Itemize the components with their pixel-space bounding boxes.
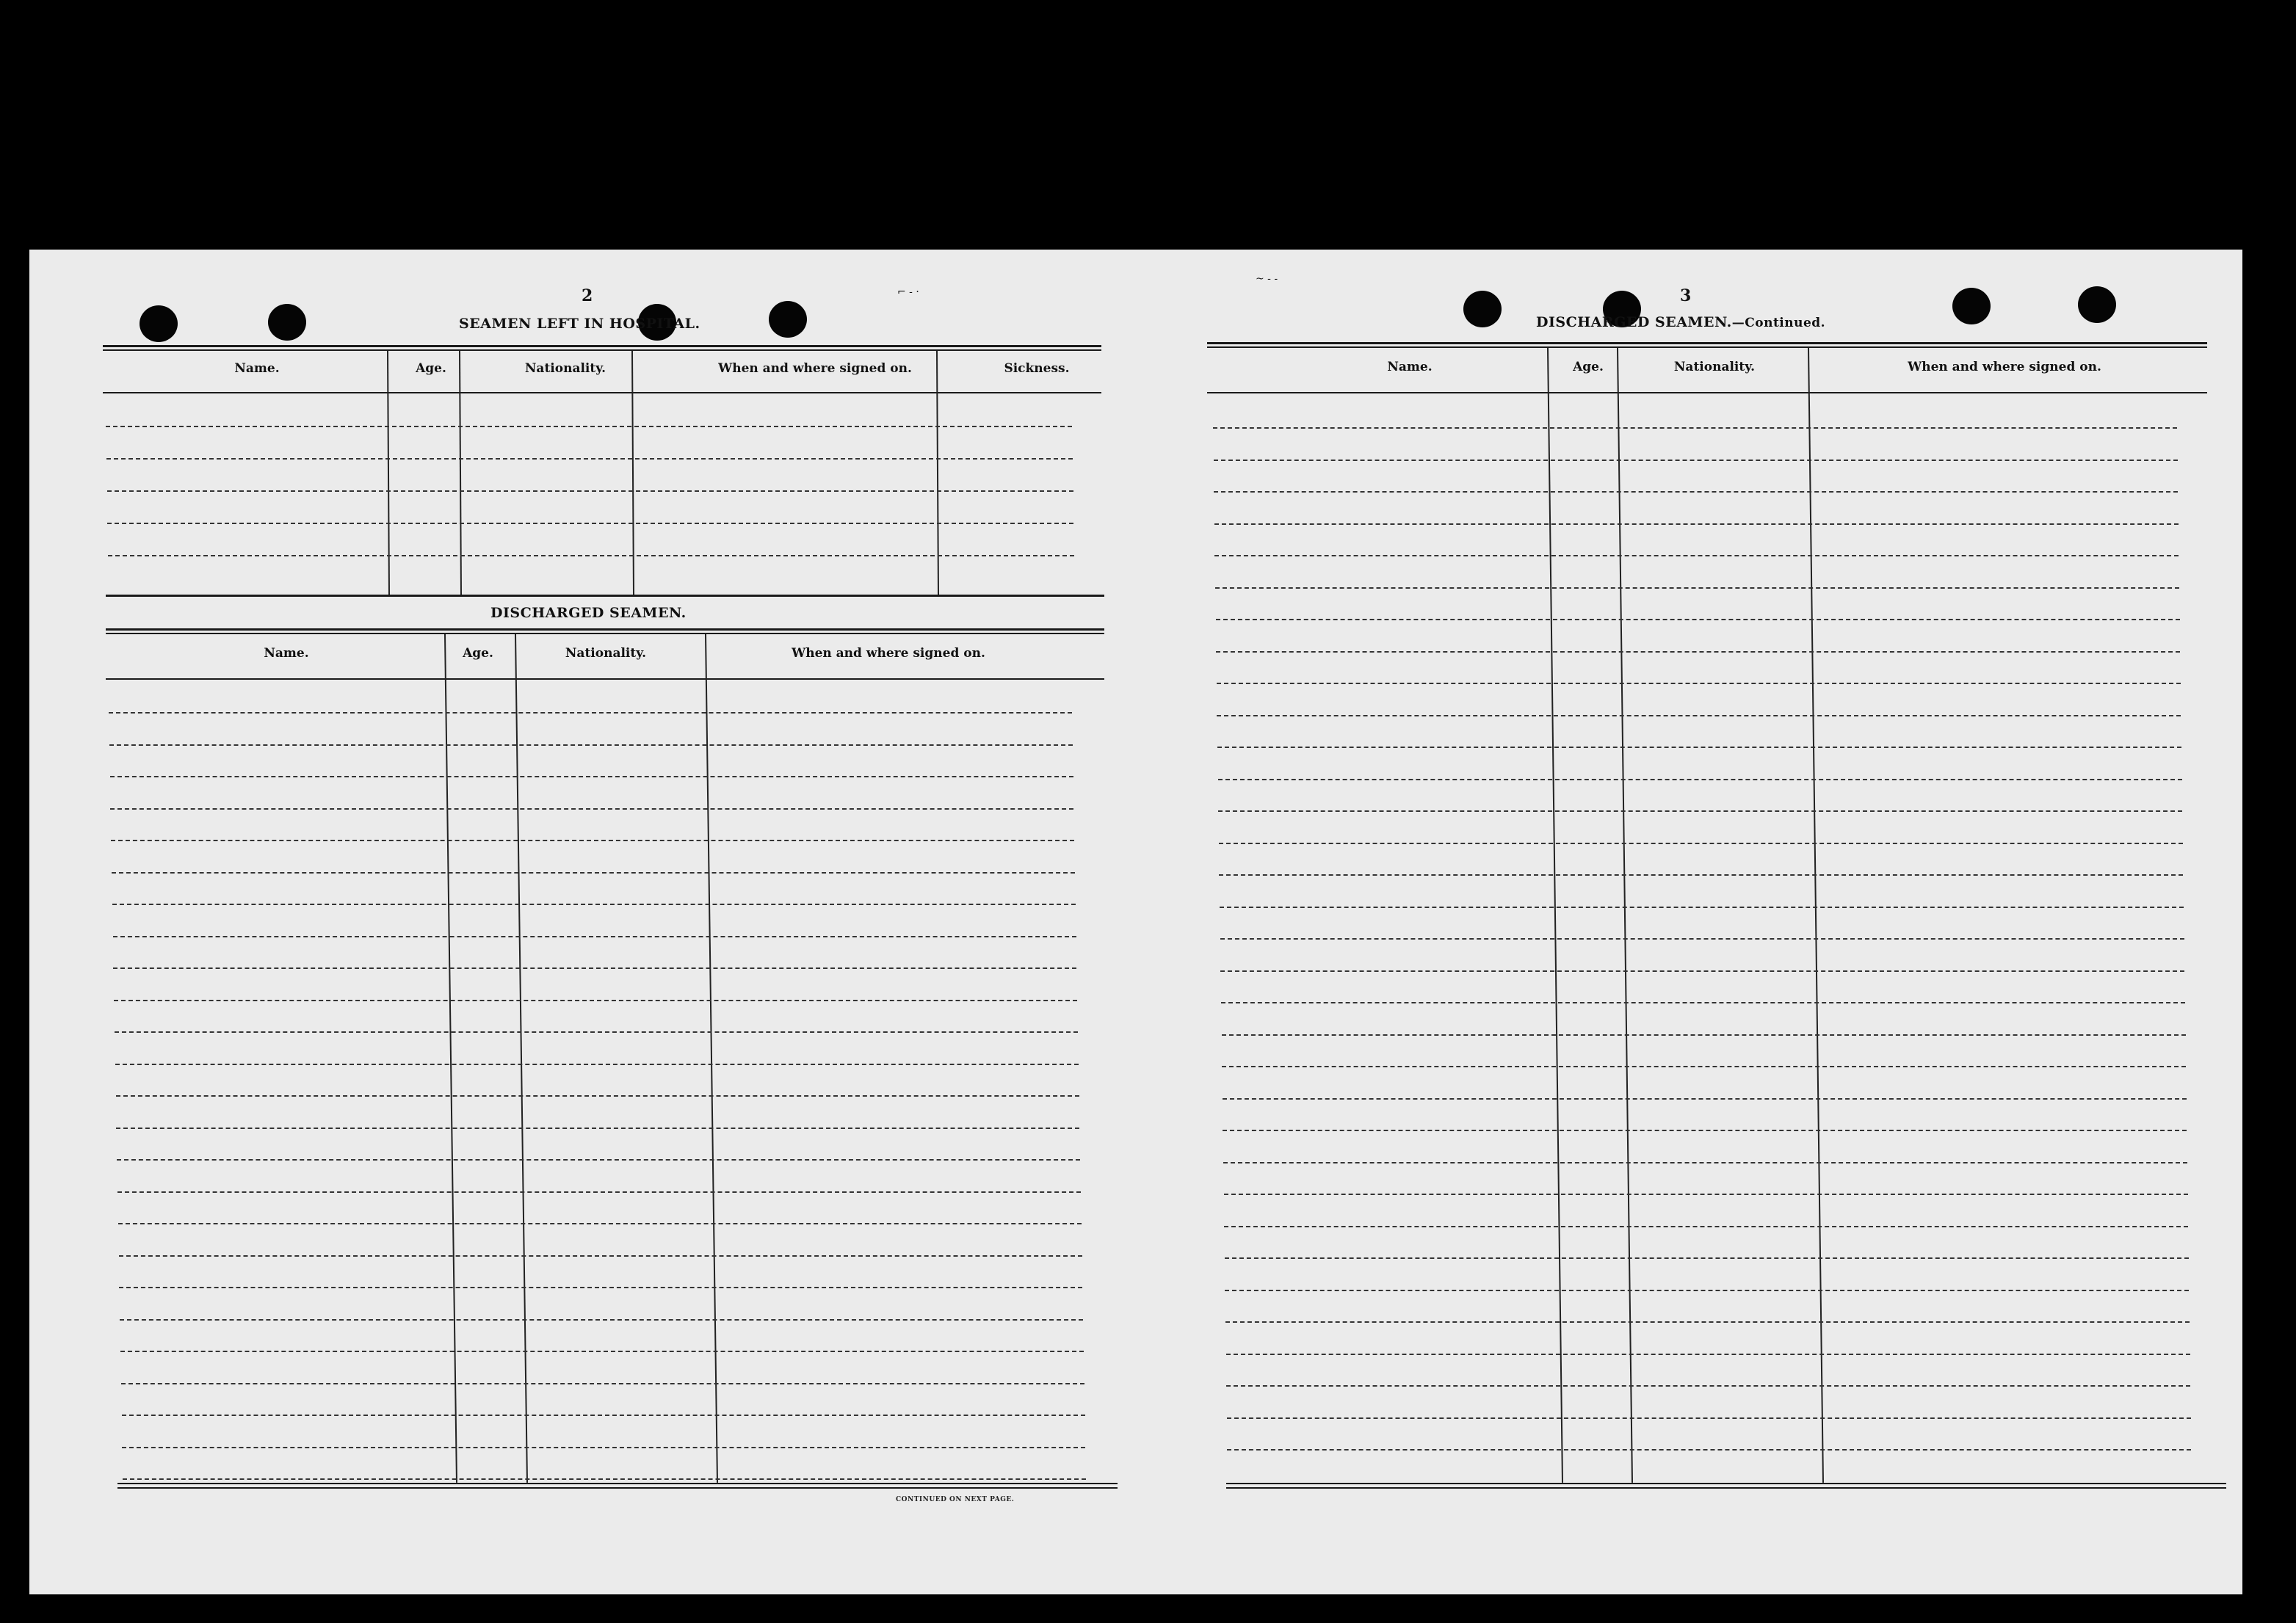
ruled-line: [1216, 619, 2180, 620]
right-col-nationality: Nationality.: [1673, 360, 1756, 374]
ruled-line: [1227, 1417, 2191, 1419]
rule: [1207, 342, 2207, 344]
binder-hole: [2078, 286, 2116, 323]
discharged-section-title: DISCHARGED SEAMEN.: [490, 605, 687, 621]
column-divider: [936, 351, 939, 595]
ruled-line: [109, 712, 1072, 714]
right-col-age: Age.: [1573, 360, 1604, 374]
page-number-left: 2: [582, 286, 593, 305]
rule: [106, 628, 1104, 631]
page-number-right: 3: [1680, 286, 1692, 305]
ruled-line: [117, 1159, 1080, 1161]
continued-footer: CONTINUED ON NEXT PAGE.: [896, 1496, 1015, 1503]
rule: [1226, 1487, 2226, 1489]
discharged-col-nationality: Nationality.: [565, 646, 647, 661]
ruled-line: [121, 1383, 1084, 1384]
column-divider: [705, 634, 718, 1483]
ruled-line: [116, 1128, 1079, 1129]
ruled-line: [113, 936, 1076, 937]
ruled-line: [1220, 907, 2184, 908]
hospital-col-name: Name.: [234, 361, 280, 376]
hospital-col-age: Age.: [416, 361, 446, 376]
ruled-line: [1220, 970, 2184, 972]
rule: [106, 633, 1104, 634]
handwritten-mark: ~ ‑ ‑: [1256, 273, 1278, 285]
rule: [117, 1487, 1118, 1489]
ruled-line: [1217, 715, 2181, 716]
ruled-line: [1214, 491, 2178, 493]
ruled-line: [107, 490, 1073, 492]
right-section-title: [1536, 314, 1825, 330]
ruled-line: [1222, 1066, 2186, 1067]
ruled-line: [114, 1000, 1077, 1001]
ledger-sheet: [29, 250, 2242, 1594]
discharged-col-name: Name.: [264, 646, 309, 661]
ruled-line: [1218, 779, 2182, 780]
ruled-line: [1225, 1290, 2189, 1291]
ruled-line: [1224, 1226, 2188, 1227]
ruled-line: [110, 776, 1073, 777]
column-divider: [1617, 348, 1633, 1483]
column-divider: [459, 351, 462, 595]
ruled-line: [1226, 1354, 2190, 1355]
rule: [103, 392, 1101, 393]
ruled-line: [1215, 587, 2179, 589]
column-divider: [631, 351, 634, 595]
ruled-line: [1223, 1162, 2187, 1163]
ruled-line: [120, 1319, 1083, 1321]
ruled-line: [119, 1255, 1082, 1257]
ruled-line: [1217, 683, 2181, 684]
right-section-title-text: DISCHARGED SEAMEN.: [1536, 314, 1732, 330]
ruled-line: [1224, 1194, 2188, 1195]
hospital-col-nationality: Nationality.: [524, 361, 606, 376]
rule: [103, 345, 1101, 347]
rule: [1226, 1483, 2226, 1484]
column-divider: [1808, 348, 1824, 1483]
ruled-line: [110, 808, 1073, 810]
hospital-col-signed-on: When and where signed on.: [718, 361, 912, 376]
ruled-line: [119, 1287, 1082, 1288]
binder-hole: [1952, 288, 1991, 324]
handwritten-mark: ⌐ ‑ ·: [897, 286, 919, 298]
ruled-line: [1222, 1034, 2186, 1036]
ruled-line: [1214, 523, 2179, 525]
hospital-section-title: SEAMEN LEFT IN HOSPITAL.: [459, 316, 700, 332]
hospital-col-sickness: Sickness.: [1004, 361, 1070, 376]
right-col-name: Name.: [1387, 360, 1433, 374]
ruled-line: [106, 458, 1073, 460]
ruled-line: [1220, 938, 2184, 940]
column-divider: [1547, 348, 1563, 1483]
ruled-line: [1213, 427, 2177, 429]
binder-hole: [1463, 291, 1502, 327]
ruled-line: [112, 904, 1076, 905]
ruled-line: [106, 426, 1072, 427]
ruled-line: [1214, 555, 2179, 556]
ruled-line: [1218, 810, 2182, 812]
binder-hole: [140, 305, 178, 342]
ruled-line: [113, 967, 1076, 969]
ruled-line: [117, 1191, 1081, 1193]
ruled-line: [1221, 1002, 2185, 1003]
ruled-line: [1226, 1385, 2190, 1387]
right-section-title-suffix: —Continued.: [1731, 316, 1826, 330]
rule: [1207, 392, 2207, 393]
ruled-line: [120, 1351, 1084, 1352]
ruled-line: [116, 1095, 1079, 1097]
ruled-line: [123, 1478, 1086, 1480]
ruled-line: [122, 1447, 1085, 1448]
ruled-line: [109, 744, 1073, 746]
ruled-line: [115, 1031, 1078, 1033]
rule: [106, 595, 1104, 597]
ruled-line: [115, 1064, 1079, 1065]
discharged-col-signed-on: When and where signed on.: [792, 646, 985, 661]
ruled-line: [1219, 874, 2183, 876]
binder-hole: [268, 304, 306, 341]
ruled-line: [1225, 1257, 2189, 1259]
ruled-line: [1225, 1321, 2190, 1323]
column-divider: [515, 634, 528, 1483]
discharged-col-age: Age.: [463, 646, 493, 661]
right-col-signed-on: When and where signed on.: [1908, 360, 2101, 374]
ruled-line: [1223, 1130, 2187, 1131]
ruled-line: [108, 555, 1074, 556]
ruled-line: [112, 872, 1075, 874]
binder-hole: [769, 301, 807, 338]
column-divider: [387, 351, 390, 595]
ruled-line: [118, 1223, 1082, 1224]
ruled-line: [1227, 1449, 2191, 1450]
rule: [1207, 346, 2207, 348]
rule: [106, 678, 1104, 680]
rule: [117, 1483, 1118, 1484]
ruled-line: [107, 523, 1073, 524]
ruled-line: [1217, 747, 2181, 748]
ruled-line: [1214, 460, 2178, 461]
rule: [103, 349, 1101, 351]
ruled-line: [1216, 651, 2180, 653]
ruled-line: [122, 1415, 1085, 1416]
column-divider: [444, 634, 457, 1483]
ruled-line: [1219, 843, 2183, 844]
ruled-line: [111, 840, 1074, 841]
ruled-line: [1223, 1098, 2187, 1100]
